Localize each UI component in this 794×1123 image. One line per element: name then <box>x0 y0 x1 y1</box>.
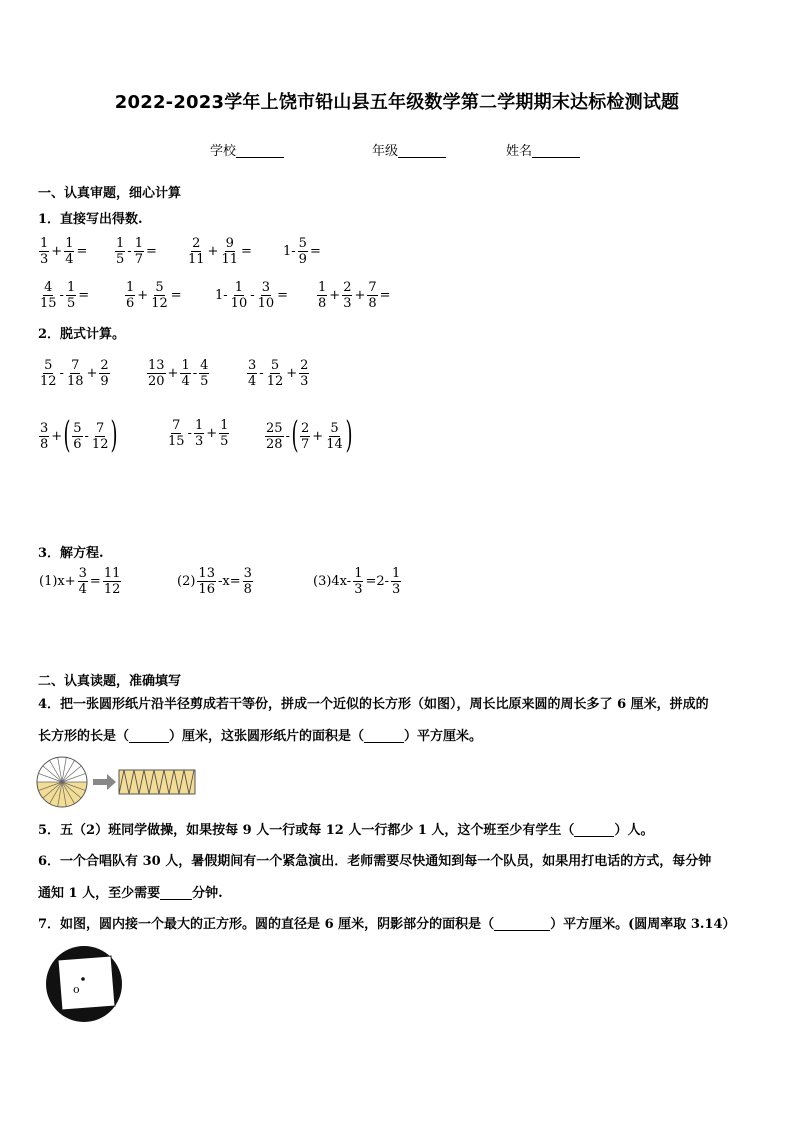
operator: (2) <box>177 574 196 589</box>
numerator: 2 <box>100 358 109 373</box>
q7-text-a: 7．如图，圆内接一个最大的正方形。圆的直径是 6 厘米，阴影部分的面积是（ <box>38 917 495 932</box>
numerator: 3 <box>40 420 49 436</box>
q6-line2 <box>38 885 223 902</box>
fraction <box>194 418 204 449</box>
q5-text <box>38 822 653 839</box>
parenthesis: ( <box>63 415 71 456</box>
fraction <box>199 358 209 389</box>
school-label: 学校 <box>210 144 237 159</box>
q2-item <box>146 358 210 389</box>
operator: - <box>59 288 64 303</box>
numerator: 1 <box>392 566 401 581</box>
page-title: 2022-2023学年上饶市铅山县五年级数学第二学期期末达标检测试题 <box>114 92 680 113</box>
fraction <box>317 280 327 311</box>
operator: + <box>206 426 218 441</box>
name-label: 姓名 <box>506 144 533 159</box>
q1-label: 1．直接写出得数. <box>38 212 143 227</box>
q7-blank[interactable] <box>494 916 550 931</box>
name-blank[interactable] <box>532 143 580 158</box>
numerator: 7 <box>368 280 377 295</box>
q2-item <box>166 418 230 449</box>
numerator: 5 <box>330 420 339 436</box>
numerator: 5 <box>155 280 164 295</box>
operator: = <box>379 288 391 303</box>
operator: = <box>277 288 289 303</box>
inscribed-square <box>58 956 115 1010</box>
operator: + <box>167 366 179 381</box>
fraction <box>266 358 285 389</box>
q7-text <box>38 916 736 933</box>
q5-text-b: ）人。 <box>614 823 654 838</box>
q1-item <box>114 236 158 267</box>
parenthesis: ) <box>345 415 353 456</box>
operator: + <box>354 288 366 303</box>
q1-item <box>282 236 322 267</box>
q4-line2 <box>38 728 482 745</box>
q2-item <box>38 415 119 456</box>
fraction <box>220 236 239 267</box>
q4-text-b: ）厘米，这张圆形纸片的面积是（ <box>169 729 365 744</box>
operator: (3)4x- <box>313 574 352 589</box>
q1-item <box>316 280 392 311</box>
q2-label: 2．脱式计算。 <box>38 327 126 342</box>
numerator: 2 <box>192 236 201 251</box>
numerator: 25 <box>266 420 283 436</box>
center-dot <box>81 977 85 981</box>
operator: + <box>86 366 98 381</box>
operator: = <box>241 244 252 259</box>
denominator: 7 <box>134 252 143 267</box>
numerator: 5 <box>44 358 53 373</box>
denominator: 20 <box>148 374 165 389</box>
fraction <box>353 566 363 597</box>
q5-text-a: 5．五（2）班同学做操，如果按每 9 人一行或每 12 人一行都少 1 人，这个班至少有学生（ <box>38 823 575 838</box>
fraction <box>134 236 144 267</box>
grade-label: 年级 <box>372 144 399 159</box>
q3-label: 3．解方程. <box>38 546 104 561</box>
q6-blank[interactable] <box>160 885 192 900</box>
operator: + <box>51 428 63 444</box>
operator: + <box>207 244 219 259</box>
fraction <box>99 358 109 389</box>
fraction <box>66 280 76 311</box>
fraction <box>167 418 186 449</box>
denominator: 3 <box>392 582 401 597</box>
fraction <box>150 280 169 311</box>
operator: + <box>286 366 298 381</box>
denominator: 4 <box>248 374 257 389</box>
operator: = <box>145 244 157 259</box>
fraction <box>72 421 82 452</box>
q6-line1: 6．一个合唱队有 30 人，暑假期间有一个紧急演出．老师需要尽快通知到每一个队员，如果用打电话的方式，每分钟 <box>38 854 712 869</box>
q4-blank-length[interactable] <box>129 728 169 743</box>
numerator: 2 <box>343 280 352 295</box>
fraction <box>247 358 257 389</box>
denominator: 12 <box>151 296 168 311</box>
operator: + <box>312 428 324 444</box>
denominator: 28 <box>266 436 283 452</box>
operator: - <box>84 428 89 444</box>
fraction <box>219 418 229 449</box>
fraction <box>230 280 249 311</box>
denominator: 6 <box>126 296 135 311</box>
denominator: 3 <box>300 374 309 389</box>
numerator: 3 <box>261 280 271 295</box>
fraction <box>180 358 190 389</box>
operator: (1)x+ <box>39 574 76 589</box>
denominator: 3 <box>194 434 204 449</box>
fraction <box>91 421 110 452</box>
fraction <box>125 280 135 311</box>
denominator: 8 <box>318 296 327 311</box>
numerator: 1 <box>126 280 135 295</box>
school-blank[interactable] <box>236 143 284 158</box>
operator: + <box>137 288 149 303</box>
numerator: 1 <box>40 236 49 251</box>
operator: - <box>250 288 255 303</box>
school-field <box>210 140 284 159</box>
denominator: 8 <box>243 582 252 597</box>
q1-item <box>186 236 253 267</box>
numerator: 1 <box>181 358 190 373</box>
denominator: 10 <box>257 296 275 311</box>
q5-blank[interactable] <box>574 822 614 837</box>
numerator: 4 <box>44 280 53 295</box>
numerator: 1 <box>234 280 244 295</box>
q4-line1: 4．把一张圆形纸片沿半径剪成若干等份，拼成一个近似的长方形（如图），周长比原来圆的周长多了 6 厘米，拼成的 <box>38 697 709 712</box>
denominator: 9 <box>298 252 307 267</box>
denominator: 12 <box>40 374 57 389</box>
q7-text-b: ）平方厘米。(圆周率取 3.14） <box>550 917 736 932</box>
denominator: 3 <box>354 582 363 597</box>
denominator: 18 <box>66 374 84 389</box>
denominator: 12 <box>91 436 109 452</box>
q3-item <box>312 566 402 597</box>
denominator: 14 <box>326 436 343 452</box>
fraction <box>66 358 85 389</box>
denominator: 6 <box>73 436 82 452</box>
fraction <box>243 566 253 597</box>
fraction <box>391 566 401 597</box>
numerator: 7 <box>71 358 80 373</box>
numerator: 11 <box>103 566 121 581</box>
denominator: 15 <box>168 434 185 449</box>
numerator: 5 <box>73 420 82 436</box>
grade-field <box>372 140 446 159</box>
denominator: 8 <box>368 296 377 311</box>
section1-heading: 一、认真审题，细心计算 <box>38 186 182 201</box>
denominator: 5 <box>116 252 125 267</box>
denominator: 10 <box>230 296 248 311</box>
numerator: 1 <box>66 280 76 295</box>
q6-text-b: 分钟. <box>192 886 223 901</box>
sectored-circle <box>37 757 87 807</box>
numerator: 13 <box>198 566 215 581</box>
arrow-icon <box>93 774 116 790</box>
numerator: 1 <box>194 418 204 433</box>
fraction <box>257 280 276 311</box>
q7-figure <box>44 944 124 1024</box>
denominator: 11 <box>188 252 205 267</box>
numerator: 1 <box>134 236 143 251</box>
fraction <box>78 566 88 597</box>
operator: 1- <box>215 288 228 303</box>
denominator: 5 <box>220 434 229 449</box>
denominator: 12 <box>266 374 284 389</box>
numerator: 1 <box>354 566 363 581</box>
numerator: 1 <box>116 236 125 251</box>
q2-item <box>264 415 353 456</box>
fraction <box>39 358 58 389</box>
operator: = <box>78 288 90 303</box>
numerator: 2 <box>301 420 310 436</box>
operator: - <box>285 428 290 444</box>
parenthesis: ) <box>110 415 119 456</box>
denominator: 7 <box>301 436 310 452</box>
q4-figure <box>36 756 198 808</box>
denominator: 5 <box>66 296 76 311</box>
fraction <box>265 421 284 452</box>
q2-item <box>246 358 310 389</box>
fraction <box>115 236 125 267</box>
fraction <box>64 236 74 267</box>
operator: = <box>309 244 321 259</box>
operator: - <box>192 366 198 381</box>
fraction <box>103 566 122 597</box>
denominator: 16 <box>198 582 215 597</box>
numerator: 3 <box>78 566 87 581</box>
fraction <box>367 280 377 311</box>
grade-blank[interactable] <box>398 143 446 158</box>
denominator: 4 <box>181 374 190 389</box>
fraction <box>187 236 206 267</box>
q4-text-a: 长方形的长是（ <box>38 729 130 744</box>
q4-blank-area[interactable] <box>364 728 404 743</box>
fraction <box>300 421 310 452</box>
denominator: 15 <box>40 296 57 311</box>
numerator: 4 <box>200 358 209 373</box>
q1-item <box>214 280 289 311</box>
operator: - <box>187 426 192 441</box>
operator: 1- <box>283 244 296 259</box>
name-field <box>506 140 580 159</box>
numerator: 5 <box>298 236 307 251</box>
q1-item <box>38 280 90 311</box>
numerator: 7 <box>96 420 105 436</box>
q4-text-c: ）平方厘米。 <box>404 729 483 744</box>
numerator: 7 <box>172 418 181 433</box>
numerator: 5 <box>270 358 280 373</box>
q3-item <box>176 566 254 597</box>
fraction <box>299 358 309 389</box>
numerator: 2 <box>300 358 309 373</box>
q2-item <box>38 358 111 389</box>
numerator: 13 <box>148 358 165 373</box>
fraction <box>39 280 58 311</box>
numerator: 9 <box>225 236 234 251</box>
operator: - <box>127 244 132 259</box>
operator: = <box>76 244 88 259</box>
fraction <box>147 358 166 389</box>
operator: = <box>170 288 182 303</box>
denominator: 12 <box>103 582 121 597</box>
denominator: 11 <box>221 252 238 267</box>
denominator: 4 <box>78 582 87 597</box>
numerator: 1 <box>65 236 74 251</box>
center-label: o <box>73 983 80 996</box>
operator: + <box>329 288 341 303</box>
fraction <box>342 280 352 311</box>
operator: = <box>89 574 101 589</box>
denominator: 9 <box>100 374 109 389</box>
fraction <box>325 421 344 452</box>
approx-rectangle <box>119 770 195 794</box>
numerator: 1 <box>220 418 229 433</box>
fraction <box>298 236 308 267</box>
operator: + <box>51 244 63 259</box>
fraction <box>197 566 216 597</box>
denominator: 8 <box>40 436 49 452</box>
operator: - <box>259 366 264 381</box>
q6-text-a: 通知 1 人，至少需要 <box>38 886 161 901</box>
q1-item <box>124 280 183 311</box>
q3-item <box>38 566 122 597</box>
operator: =2- <box>365 574 390 589</box>
q1-item <box>38 236 88 267</box>
fraction <box>39 421 49 452</box>
operator: -x= <box>217 574 241 589</box>
denominator: 3 <box>40 252 49 267</box>
section2-heading: 二、认真读题，准确填写 <box>38 674 182 689</box>
denominator: 3 <box>343 296 352 311</box>
numerator: 3 <box>243 566 252 581</box>
denominator: 5 <box>200 374 209 389</box>
numerator: 1 <box>318 280 327 295</box>
denominator: 4 <box>65 252 74 267</box>
fraction <box>39 236 49 267</box>
numerator: 3 <box>248 358 257 373</box>
operator: - <box>59 366 64 381</box>
parenthesis: ( <box>291 415 299 456</box>
